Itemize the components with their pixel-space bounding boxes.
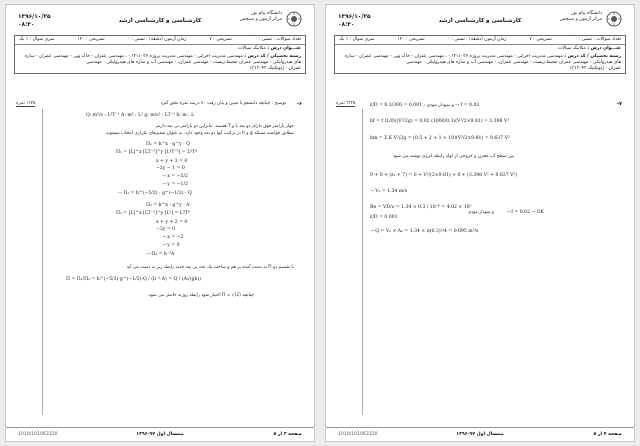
page-footer [6,427,314,441]
pi2-dimensions: Π₂ = [L]^x [LT⁻²]^y [L²] = L⁰T⁰ [116,211,190,216]
pi2-step-2: −2y = 0 [156,227,176,232]
page-footer [326,427,634,441]
exam-page-4 [325,4,635,442]
descriptive-count: تشریحی : ۷ [209,37,232,42]
friction-check: → f = 0.02 → OK [506,210,544,215]
exam-meta-box: تعداد سوالات : تستی : ۰ تشریحی : ۷ زمان آزمون (دقیقه) : تستی : ۰ تشریحی : ۱۲۰ سری سوال : ۱ یک عنـــوان درس : مکانیک سیالات رشته تحصیلی / کد درس : مهندسی مدیریت اجرایی - مهندسی مدیریت پروژه ۱۳۱۱۰۳۲ - ، مهندسی عمران - خاک وپی - مهندسی عمران - سازه های هیدرولیکی - مهندسی عمران-محیط زیست - مهندسی عمران، - مهندسی آب و سازه های هیدرولیکی - مهندسی عمران - ژئوتکنیک ۱۳۱۳۰۴۳ [334,35,626,74]
moody-note: و نمودار مودی [467,210,494,215]
exam-time-desc: تشریحی : ۱۲۰ [397,37,425,42]
exam-date: ۱۳۹۶/۱۰/۲۵ ۰۸:۳۰ [18,14,51,28]
semester: نیمسال اول ۹۷-۱۳۹۶ [456,432,504,437]
series: سری سوال : ۱ یک [19,37,55,42]
questions-count: تعداد سوالات : تستی : ۰ [254,37,301,42]
question-number: -۶ [296,101,302,107]
pi2-definition: Π₂ = h^x · g^y · A [146,203,190,208]
minor-loss-eq: hm = Σ K V²/2g = (0.5 + 2 + 1 + 10)(V²/2×9.81) = 0.637 V² [370,136,510,141]
page-number: صفحه ۳ از ۵ [273,432,302,437]
question-score: ۱/۷۵ نمره [16,101,36,106]
velocity-result: → V₂ = 1.34 m/s [370,189,408,194]
pi1-step-4: → y = −1/2 [162,182,188,187]
pi1-dimensions: Π₁ = [L]^x [LT⁻²]^y [L³T⁻¹] = L⁰T⁰ [116,150,198,155]
ratio-equation: Π = Π₁/Π₂ = h^(−5/2)·g^(−1/2)·Q / (h⁻²·A) = Q / (A√(gh)) [66,277,202,282]
descriptive-count: تشریحی : ۷ [529,37,552,42]
pi2-result: → Π₂ = h⁻²A [146,252,175,257]
energy-note: بین سطح آب مخزن و خروجی از لوله رابطه انرژی نوشته می شود [392,154,514,159]
intro-text: توضیح : چنانچه دانشجو با تعیین و بیان رفت ۷۰ درصد نمره تعلق گیرد [160,101,286,106]
page-header [326,5,634,35]
major-line: رشته تحصیلی / کد درس : مهندسی مدیریت اجرایی - مهندسی مدیریت پروژه ۱۳۱۱۰۳۲ - ، مهندسی عمران - خاک وپی - مهندسی عمران - سازه های هیدرولیکی - مهندسی عمران-محیط زیست - مهندسی عمران، - مهندسی آب و سازه های هیدرولیکی - مهندسی عمران - ژئوتکنیک ۱۳۱۳۰۴۳ [344,54,621,71]
reynolds-eq: Re = VD/ν = 1.34 × 0.3 / 10⁻⁶ = 4.02 × 10⁵ [370,205,472,210]
flow-rate-result: → Q = V₂ × A₂ = 1.34 × π(0.3)²/4 = 0.095 m³/s [370,229,479,234]
question-score: ۲/۲۵ نمره [336,101,356,106]
page-number: صفحه ۴ از ۵ [593,432,622,437]
university-name: دانشگاه پیام نور مرکز آزمون و سنجش [239,11,282,22]
relative-roughness-eq: ε/D = 0.3/300 = 0.001 ; و نمودار مودی → f = 0.02 [370,103,480,108]
score-column-divider [42,109,43,415]
friction-loss-eq: hf = f (L/D)(V²/2g) = 0.02 (1000/0.3)(V²/2×9.81) = 3.398 V² [370,119,510,124]
question-number: -۷ [616,101,622,107]
exam-meta-box: تعداد سوالات : تستی : ۰ تشریحی : ۷ زمان آزمون (دقیقه) : تستی : ۰ تشریحی : ۱۲۰ سری سوال : ۱ یک عنـــوان درس : مکانیک سیالات رشته تحصیلی / کد درس : مهندسی مدیریت اجرایی - مهندسی مدیریت پروژه ۱۳۱۱۰۳۲ - ، مهندسی عمران - خاک وپی - مهندسی عمران - سازه های هیدرولیکی - مهندسی عمران-محیط زیست - مهندسی عمران، - مهندسی آب و سازه های هیدرولیکی - مهندسی عمران - ژئوتکنیک ۱۳۱۳۰۴۳ [14,35,306,74]
course-title: مکانیک سیالات [558,46,586,51]
ratio-note: با تقسیم دو Π به دست آمده بر هم و ساخت یک عدد بی بعد جدید رابطه زیر به دست می آید [126,265,294,270]
exam-date: ۱۳۹۶/۱۰/۲۵ ۰۸:۳۰ [338,14,371,28]
note-2: مطابق خواسته مسئله g و h در ترکیب آنها دو بعد وجود دارد. به عنوان متغیرهای تکراری انتخاب میشوند. [104,131,294,136]
roughness-check: ε/D = 0.001 [370,215,398,220]
exam-code: 1010/101063320 [18,432,58,437]
exam-level: کارشناسی و کارشناسی ارشد [118,18,202,24]
pi1-step-1: x + y + 3 = 0 [156,159,188,164]
energy-eq: 0 + 0 + (z₁ + 7) = 0 + V²/(2×9.81) + 0 + (3.398 V² + 0.637 V²) [370,173,518,178]
university-name: دانشگاه پیام نور مرکز آزمون و سنجش [559,11,602,22]
course-title: مکانیک سیالات [238,46,266,51]
series: سری سوال : ۱ یک [339,37,375,42]
dimension-list: Q: m³/s : L³T⁻¹ A: m² : L² g: m/s² : LT⁻² h: m : L [86,113,195,118]
pi1-definition: Π₁ = h^x · g^y · Q [146,142,190,147]
page-header [6,5,314,35]
exam-level: کارشناسی و کارشناسی ارشد [438,18,522,24]
semester: نیمسال اول ۹۷-۱۳۹۶ [136,432,184,437]
pi2-step-4: → y = 0 [162,243,180,248]
pi1-step-3: → x = −5/2 [162,174,188,179]
pi2-step-1: x + y + 2 = 0 [156,220,188,225]
exam-time: زمان آزمون (دقیقه) : تستی : ۰ [127,37,187,42]
pi1-step-2: −2y − 1 = 0 [156,166,185,171]
pi2-step-3: → x = −2 [162,235,184,240]
final-note: چنانچه Π = √(2) اختیار شود رابطه روزنه حاصل می شود. [147,293,254,298]
exam-page-3 [5,4,315,442]
pi1-result: → Π₁ = h^(−5/2) · g^(−1/2) · Q [118,191,192,196]
exam-time: زمان آزمون (دقیقه) : تستی : ۰ [447,37,507,42]
note-1: چهار پارامتر فوق دارای دو بعد L و T هستند. بنابراین دو پارامتر بی بعد داریم. [154,124,294,129]
exam-time-desc: تشریحی : ۱۲۰ [77,37,105,42]
exam-code: 1010/101063320 [338,432,378,437]
questions-count: تعداد سوالات : تستی : ۰ [574,37,621,42]
score-column-divider [362,109,363,415]
major-line: رشته تحصیلی / کد درس : مهندسی مدیریت اجرایی - مهندسی مدیریت پروژه ۱۳۱۱۰۳۲ - ، مهندسی عمران - خاک وپی - مهندسی عمران - سازه های هیدرولیکی - مهندسی عمران-محیط زیست - مهندسی عمران، - مهندسی آب و سازه های هیدرولیکی - مهندسی عمران - ژئوتکنیک ۱۳۱۳۰۴۳ [24,54,301,71]
